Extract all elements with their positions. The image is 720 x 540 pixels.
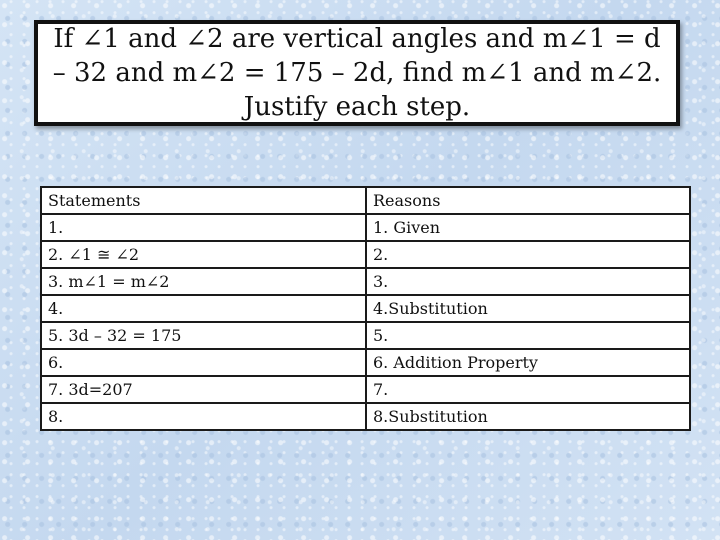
table-row xyxy=(41,349,690,376)
statement-cell: 7. 3d=207 xyxy=(41,376,366,403)
problem-box xyxy=(34,20,680,126)
header-reasons: Reasons xyxy=(366,187,690,214)
table-row xyxy=(41,214,690,241)
table-row xyxy=(41,241,690,268)
header-statements: Statements xyxy=(41,187,366,214)
statement-cell: 6. xyxy=(41,349,366,376)
reason-cell: 6. Addition Property xyxy=(366,349,690,376)
reason-cell: 8.Substitution xyxy=(366,403,690,430)
table-header-row xyxy=(41,187,690,214)
problem-text: If ∠1 and ∠2 are vertical angles and m∠1 = d – 32 and m∠2 = 175 – 2d, find m∠1 and m∠2. Justify each step. xyxy=(52,24,662,122)
reason-cell: 7. xyxy=(366,376,690,403)
reason-cell: 2. xyxy=(366,241,690,268)
statement-cell: 8. xyxy=(41,403,366,430)
table-row xyxy=(41,268,690,295)
statement-cell: 4. xyxy=(41,295,366,322)
statement-cell: 5. 3d – 32 = 175 xyxy=(41,322,366,349)
reason-cell: 1. Given xyxy=(366,214,690,241)
statement-cell: 3. m∠1 = m∠2 xyxy=(41,268,366,295)
table-row xyxy=(41,403,690,430)
statement-cell: 1. xyxy=(41,214,366,241)
reason-cell: 5. xyxy=(366,322,690,349)
table-row xyxy=(41,376,690,403)
reason-cell: 4.Substitution xyxy=(366,295,690,322)
proof-table xyxy=(40,186,691,431)
table-row xyxy=(41,295,690,322)
statement-cell: 2. ∠1 ≅ ∠2 xyxy=(41,241,366,268)
reason-cell: 3. xyxy=(366,268,690,295)
table-row xyxy=(41,322,690,349)
